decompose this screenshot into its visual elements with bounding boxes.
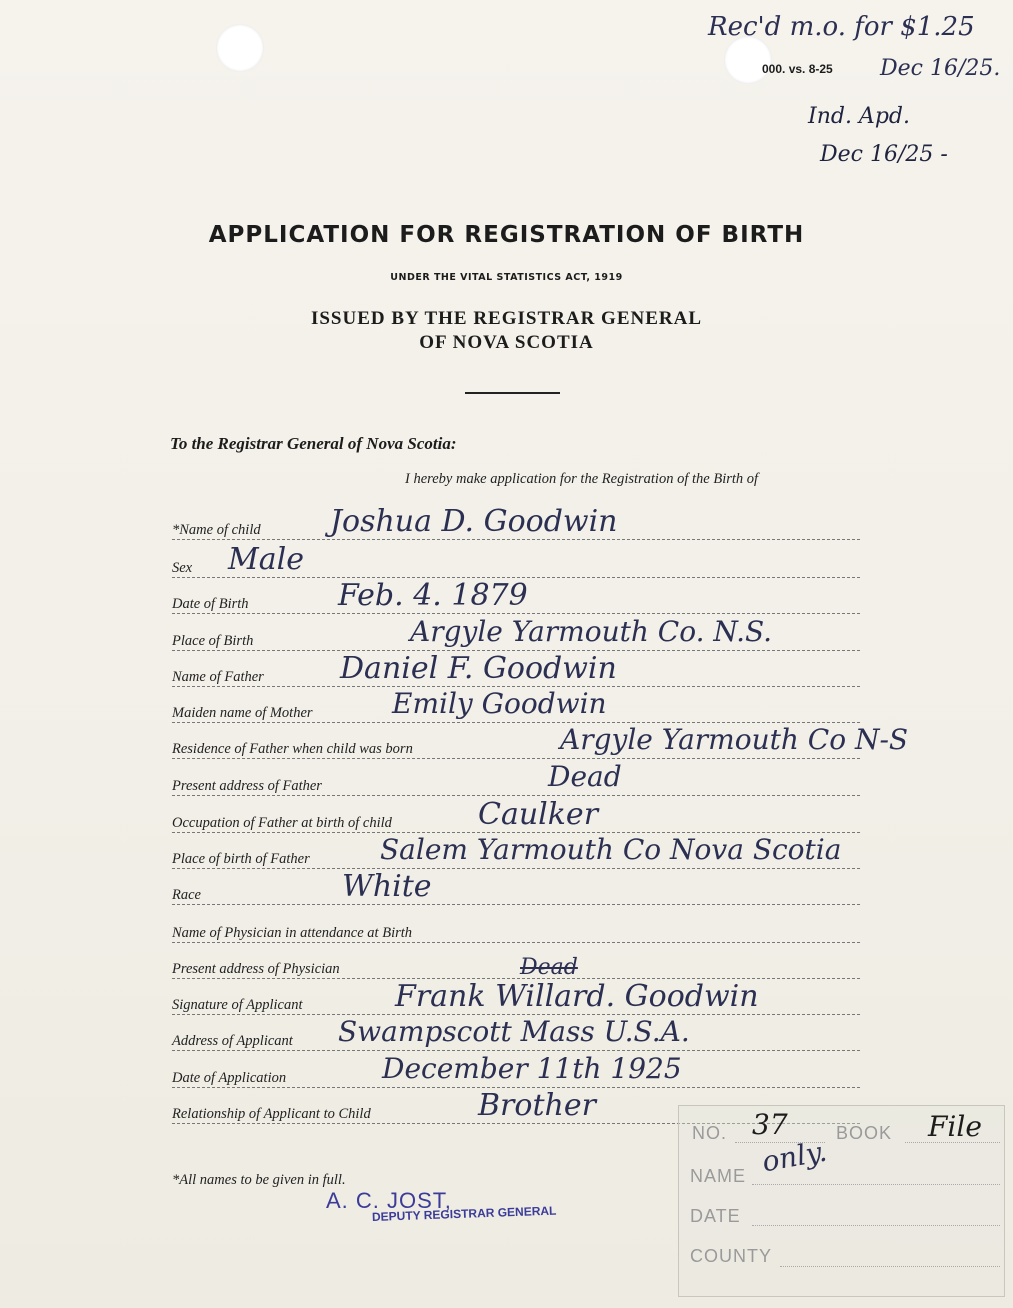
field-label: Sex — [172, 560, 193, 576]
field-label: Name of Father — [172, 669, 264, 685]
file-stamp-name-label: NAME — [690, 1166, 747, 1186]
file-stamp-no-label: NO. — [692, 1123, 728, 1143]
field-label: Place of Birth — [172, 633, 254, 649]
file-stamp-name-line — [752, 1184, 1000, 1185]
annotation-ind: Ind. Apd. — [808, 104, 910, 129]
field-value: Feb. 4. 1879 — [338, 578, 528, 613]
field-value: Swampscott Mass U.S.A. — [338, 1015, 690, 1048]
field-value: White — [342, 869, 432, 904]
annotation-date2: Dec 16/25 - — [820, 142, 948, 167]
field-value: Frank Willard. Goodwin — [395, 979, 759, 1014]
footnote: *All names to be given in full. — [172, 1172, 346, 1188]
file-stamp-date-label: DATE — [690, 1206, 741, 1226]
field-line — [172, 795, 860, 796]
issued-line-1: ISSUED BY THE REGISTRAR GENERAL — [310, 308, 703, 329]
field-value: Salem Yarmouth Co Nova Scotia — [380, 833, 842, 866]
deputy-stamp-name: A. C. JOST, — [326, 1188, 452, 1213]
field-label: Address of Applicant — [172, 1033, 293, 1049]
field-value: Male — [228, 542, 304, 577]
field-label: Present address of Physician — [172, 961, 340, 977]
form-subtitle: UNDER THE VITAL STATISTICS ACT, 1919 — [390, 272, 623, 283]
field-line — [172, 942, 860, 943]
annotation-received: Rec'd m.o. for $1.25 — [708, 12, 975, 42]
field-label: Signature of Applicant — [172, 997, 303, 1013]
field-value: Brother — [478, 1088, 596, 1123]
form-title: APPLICATION FOR REGISTRATION OF BIRTH — [208, 222, 805, 248]
field-label: Maiden name of Mother — [172, 705, 313, 721]
field-value: Argyle Yarmouth Co N-S — [560, 723, 909, 756]
field-value: Joshua D. Goodwin — [330, 504, 618, 539]
file-stamp-county-line — [780, 1266, 1000, 1267]
field-value: Daniel F. Goodwin — [340, 651, 617, 686]
header-divider — [465, 392, 560, 394]
field-label: Residence of Father when child was born — [172, 741, 413, 757]
field-line — [172, 758, 860, 759]
field-label: Date of Birth — [172, 596, 249, 612]
annotation-date: Dec 16/25. — [880, 56, 1001, 81]
file-stamp-book-value: File — [928, 1110, 982, 1143]
file-stamp-date-line — [752, 1225, 1000, 1226]
field-label: Present address of Father — [172, 778, 322, 794]
intro-text: I hereby make application for the Registration of the Birth of — [405, 471, 759, 487]
file-stamp-county-label: COUNTY — [690, 1246, 772, 1266]
punch-hole-right — [724, 36, 772, 84]
field-value: December 11th 1925 — [382, 1052, 682, 1085]
field-line — [172, 539, 860, 540]
deputy-stamp-title: DEPUTY REGISTRAR GENERAL — [371, 1203, 557, 1224]
field-label: Place of birth of Father — [172, 851, 310, 867]
field-value: Caulker — [478, 797, 599, 832]
field-line — [172, 868, 860, 869]
field-label: Race — [172, 887, 201, 903]
field-value: Dead — [520, 955, 578, 980]
field-value: Argyle Yarmouth Co. N.S. — [410, 615, 773, 648]
issued-line-2: OF NOVA SCOTIA — [419, 332, 594, 353]
field-label: Occupation of Father at birth of child — [172, 815, 392, 831]
field-line — [172, 904, 860, 905]
file-stamp-name-value: only. — [759, 1134, 830, 1179]
field-value: Dead — [548, 760, 622, 793]
field-line — [172, 613, 860, 614]
field-label: Date of Application — [172, 1070, 287, 1086]
form-number: 000. vs. 8-25 — [762, 62, 833, 76]
field-label: *Name of child — [172, 522, 261, 538]
field-label: Name of Physician in attendance at Birth — [172, 925, 413, 941]
field-line — [172, 1050, 860, 1051]
file-stamp-no-value: 37 — [752, 1108, 788, 1141]
field-value: Emily Goodwin — [392, 687, 607, 720]
field-label: Relationship of Applicant to Child — [172, 1106, 371, 1122]
punch-hole-left — [216, 24, 264, 72]
file-stamp-book-label: BOOK — [836, 1123, 893, 1143]
salutation: To the Registrar General of Nova Scotia: — [170, 434, 457, 453]
